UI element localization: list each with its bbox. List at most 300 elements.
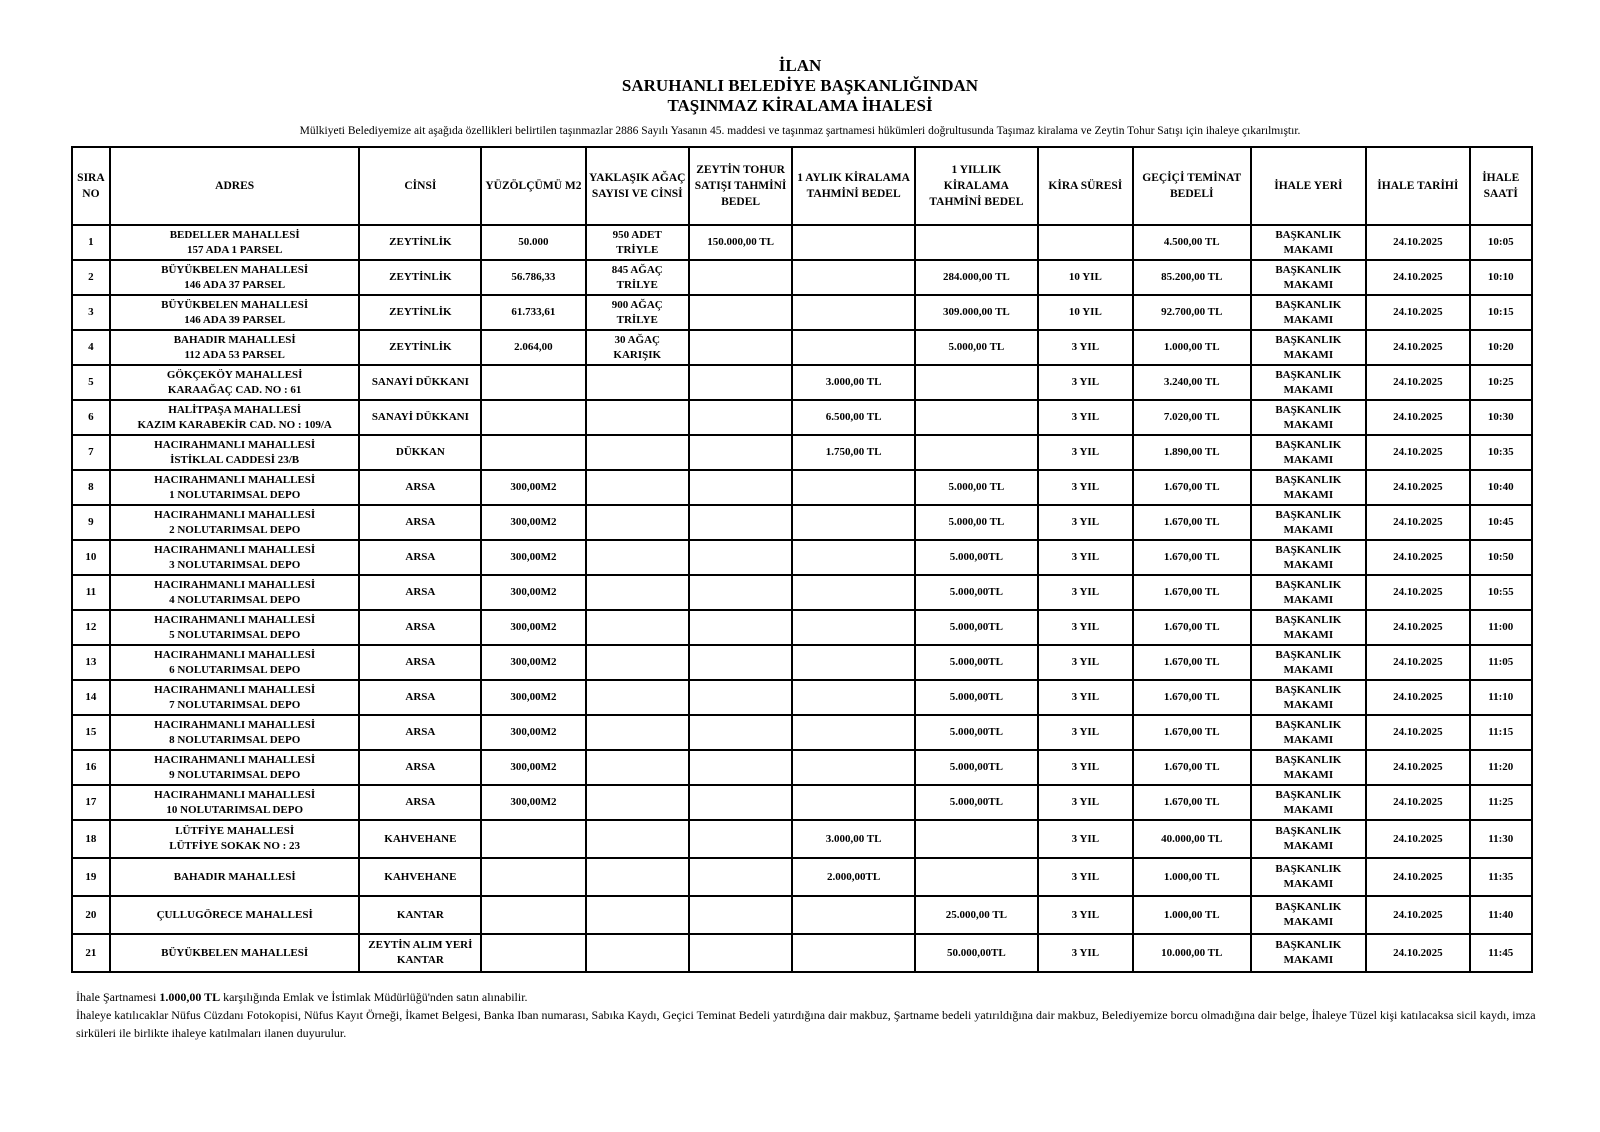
- table-row: [72, 225, 1532, 260]
- cell-tohur: [689, 680, 792, 715]
- cell-sure: 3 YIL: [1038, 820, 1133, 858]
- cell-no: 20: [72, 896, 110, 934]
- cell-teminat: 4.500,00 TL: [1133, 225, 1251, 260]
- cell-cinsi: ARSA: [359, 470, 481, 505]
- cell-aylik: [792, 540, 915, 575]
- cell-no: 16: [72, 750, 110, 785]
- cell-saat: 11:40: [1470, 896, 1533, 934]
- cell-sure: 3 YIL: [1038, 400, 1133, 435]
- cell-tarih: 24.10.2025: [1366, 896, 1469, 934]
- cell-agac: [586, 896, 689, 934]
- cell-tarih: 24.10.2025: [1366, 575, 1469, 610]
- cell-cinsi: ZEYTİNLİK: [359, 295, 481, 330]
- cell-adres: BAHADIR MAHALLESİ: [110, 858, 360, 896]
- cell-yillik: 25.000,00 TL: [915, 896, 1038, 934]
- cell-aylik: [792, 330, 915, 365]
- cell-no: 12: [72, 610, 110, 645]
- cell-ihale-yeri: BAŞKANLIK MAKAMI: [1251, 365, 1367, 400]
- cell-teminat: 1.670,00 TL: [1133, 715, 1251, 750]
- cell-agac: [586, 540, 689, 575]
- cell-teminat: 3.240,00 TL: [1133, 365, 1251, 400]
- cell-adres: HALİTPAŞA MAHALLESİ KAZIM KARABEKİR CAD. NO : 109/A: [110, 400, 360, 435]
- cell-saat: 10:55: [1470, 575, 1533, 610]
- cell-ihale-yeri: BAŞKANLIK MAKAMI: [1251, 295, 1367, 330]
- cell-no: 14: [72, 680, 110, 715]
- cell-tarih: 24.10.2025: [1366, 680, 1469, 715]
- table-header-row: [72, 147, 1532, 225]
- cell-yillik: 5.000,00 TL: [915, 330, 1038, 365]
- cell-yuzolcum: [481, 400, 585, 435]
- cell-yillik: 5.000,00TL: [915, 750, 1038, 785]
- cell-teminat: 1.670,00 TL: [1133, 470, 1251, 505]
- table-row: [72, 575, 1532, 610]
- table-row: [72, 505, 1532, 540]
- cell-yillik: 5.000,00TL: [915, 680, 1038, 715]
- cell-no: 11: [72, 575, 110, 610]
- cell-saat: 10:25: [1470, 365, 1533, 400]
- cell-tarih: 24.10.2025: [1366, 820, 1469, 858]
- cell-tarih: 24.10.2025: [1366, 295, 1469, 330]
- cell-yuzolcum: 56.786,33: [481, 260, 585, 295]
- cell-yillik: 309.000,00 TL: [915, 295, 1038, 330]
- col-cinsi: CİNSİ: [359, 147, 481, 225]
- intro-text: Mülkiyeti Belediyemize ait aşağıda özellikleri belirtilen taşınmazlar 2886 Sayılı Yasanın 45. maddesi ve taşınmaz şartnamesi hükümleri doğrultusunda Taşımaz kiralama ve Zeytin Tohur Satışı için ihaleye çıkarılmıştır.: [299, 125, 1301, 137]
- cell-cinsi: ARSA: [359, 575, 481, 610]
- cell-saat: 10:50: [1470, 540, 1533, 575]
- cell-adres: HACIRAHMANLI MAHALLESİ 6 NOLUTARIMSAL DEPO: [110, 645, 360, 680]
- cell-yillik: [915, 365, 1038, 400]
- document-title: [0, 56, 1600, 116]
- cell-cinsi: SANAYİ DÜKKANI: [359, 400, 481, 435]
- cell-sure: 3 YIL: [1038, 645, 1133, 680]
- cell-tohur: [689, 715, 792, 750]
- table-row: [72, 330, 1532, 365]
- cell-no: 7: [72, 435, 110, 470]
- cell-agac: [586, 505, 689, 540]
- cell-tarih: 24.10.2025: [1366, 610, 1469, 645]
- cell-cinsi: DÜKKAN: [359, 435, 481, 470]
- cell-yuzolcum: 300,00M2: [481, 540, 585, 575]
- cell-tohur: [689, 858, 792, 896]
- cell-tohur: [689, 575, 792, 610]
- cell-tarih: 24.10.2025: [1366, 505, 1469, 540]
- cell-cinsi: ZEYTİN ALIM YERİ KANTAR: [359, 934, 481, 972]
- cell-sure: 3 YIL: [1038, 858, 1133, 896]
- cell-yuzolcum: 2.064,00: [481, 330, 585, 365]
- cell-saat: 10:35: [1470, 435, 1533, 470]
- cell-no: 10: [72, 540, 110, 575]
- table-row: [72, 820, 1532, 858]
- cell-teminat: 1.670,00 TL: [1133, 785, 1251, 820]
- cell-sure: 10 YIL: [1038, 295, 1133, 330]
- cell-tarih: 24.10.2025: [1366, 645, 1469, 680]
- cell-tohur: 150.000,00 TL: [689, 225, 792, 260]
- cell-ihale-yeri: BAŞKANLIK MAKAMI: [1251, 785, 1367, 820]
- cell-saat: 11:05: [1470, 645, 1533, 680]
- cell-tarih: 24.10.2025: [1366, 365, 1469, 400]
- cell-tohur: [689, 470, 792, 505]
- footer-requirements: İhaleye katılıcaklar Nüfus Cüzdanı Fotokopisi, Nüfus Kayıt Örneği, İkamet Belgesi, Banka Iban numarası, Sabıka Kaydı, Geçici Teminat Bedeli yatırdığına dair makbuz, Şartname bedeli yatırıldığına dair makbuz, Belediyemize borcu olmadığına dair belge, İhaleye Tüzel kişi katılacaksa sicil kaydı, imza sirküleri ile birlikte ihaleye katılmaları ilanen duyurulur.: [76, 1008, 1536, 1040]
- table-row: [72, 715, 1532, 750]
- cell-tohur: [689, 610, 792, 645]
- cell-tohur: [689, 435, 792, 470]
- cell-sure: 3 YIL: [1038, 330, 1133, 365]
- cell-sure: 3 YIL: [1038, 540, 1133, 575]
- cell-sure: 3 YIL: [1038, 575, 1133, 610]
- cell-agac: [586, 435, 689, 470]
- cell-sure: 10 YIL: [1038, 260, 1133, 295]
- cell-no: 21: [72, 934, 110, 972]
- cell-agac: [586, 858, 689, 896]
- cell-agac: [586, 750, 689, 785]
- cell-yillik: 5.000,00TL: [915, 715, 1038, 750]
- cell-teminat: 1.670,00 TL: [1133, 750, 1251, 785]
- cell-adres: BÜYÜKBELEN MAHALLESİ 146 ADA 37 PARSEL: [110, 260, 360, 295]
- cell-yuzolcum: [481, 365, 585, 400]
- cell-ihale-yeri: BAŞKANLIK MAKAMI: [1251, 505, 1367, 540]
- cell-tarih: 24.10.2025: [1366, 715, 1469, 750]
- cell-teminat: 1.000,00 TL: [1133, 896, 1251, 934]
- cell-ihale-yeri: BAŞKANLIK MAKAMI: [1251, 575, 1367, 610]
- cell-adres: HACIRAHMANLI MAHALLESİ 10 NOLUTARIMSAL DEPO: [110, 785, 360, 820]
- cell-agac: [586, 785, 689, 820]
- cell-yillik: 5.000,00 TL: [915, 505, 1038, 540]
- cell-no: 2: [72, 260, 110, 295]
- cell-tarih: 24.10.2025: [1366, 934, 1469, 972]
- cell-yuzolcum: [481, 896, 585, 934]
- cell-tohur: [689, 750, 792, 785]
- cell-teminat: 92.700,00 TL: [1133, 295, 1251, 330]
- cell-sure: [1038, 225, 1133, 260]
- cell-adres: HACIRAHMANLI MAHALLESİ 1 NOLUTARIMSAL DEPO: [110, 470, 360, 505]
- table-row: [72, 470, 1532, 505]
- cell-no: 1: [72, 225, 110, 260]
- cell-sure: 3 YIL: [1038, 610, 1133, 645]
- cell-tarih: 24.10.2025: [1366, 470, 1469, 505]
- col-ihale-yeri: İHALE YERİ: [1251, 147, 1367, 225]
- cell-tohur: [689, 365, 792, 400]
- cell-yuzolcum: 300,00M2: [481, 470, 585, 505]
- col-aylik-bedel: 1 AYLIK KİRALAMA TAHMİNİ BEDEL: [792, 147, 915, 225]
- cell-yuzolcum: 300,00M2: [481, 680, 585, 715]
- cell-teminat: 1.670,00 TL: [1133, 645, 1251, 680]
- cell-aylik: [792, 225, 915, 260]
- cell-ihale-yeri: BAŞKANLIK MAKAMI: [1251, 680, 1367, 715]
- cell-sure: 3 YIL: [1038, 750, 1133, 785]
- cell-teminat: 1.670,00 TL: [1133, 610, 1251, 645]
- cell-cinsi: ARSA: [359, 645, 481, 680]
- cell-yuzolcum: 300,00M2: [481, 610, 585, 645]
- table-row: [72, 435, 1532, 470]
- cell-aylik: [792, 750, 915, 785]
- cell-sure: 3 YIL: [1038, 435, 1133, 470]
- cell-agac: [586, 365, 689, 400]
- cell-cinsi: ZEYTİNLİK: [359, 260, 481, 295]
- cell-cinsi: ZEYTİNLİK: [359, 225, 481, 260]
- cell-tohur: [689, 645, 792, 680]
- cell-sure: 3 YIL: [1038, 680, 1133, 715]
- cell-agac: [586, 715, 689, 750]
- cell-yuzolcum: [481, 934, 585, 972]
- cell-yuzolcum: 300,00M2: [481, 715, 585, 750]
- cell-adres: BEDELLER MAHALLESİ 157 ADA 1 PARSEL: [110, 225, 360, 260]
- cell-saat: 11:00: [1470, 610, 1533, 645]
- cell-aylik: [792, 575, 915, 610]
- cell-tarih: 24.10.2025: [1366, 400, 1469, 435]
- cell-agac: [586, 820, 689, 858]
- table-row: [72, 785, 1532, 820]
- cell-teminat: 40.000,00 TL: [1133, 820, 1251, 858]
- cell-teminat: 85.200,00 TL: [1133, 260, 1251, 295]
- cell-agac: [586, 645, 689, 680]
- cell-no: 18: [72, 820, 110, 858]
- cell-ihale-yeri: BAŞKANLIK MAKAMI: [1251, 820, 1367, 858]
- cell-no: 3: [72, 295, 110, 330]
- cell-saat: 10:30: [1470, 400, 1533, 435]
- footer-notes: [76, 988, 1536, 1042]
- cell-aylik: [792, 715, 915, 750]
- cell-tohur: [689, 260, 792, 295]
- cell-ihale-yeri: BAŞKANLIK MAKAMI: [1251, 896, 1367, 934]
- cell-sure: 3 YIL: [1038, 896, 1133, 934]
- cell-ihale-yeri: BAŞKANLIK MAKAMI: [1251, 610, 1367, 645]
- cell-adres: HACIRAHMANLI MAHALLESİ 2 NOLUTARIMSAL DEPO: [110, 505, 360, 540]
- cell-sure: 3 YIL: [1038, 470, 1133, 505]
- cell-ihale-yeri: BAŞKANLIK MAKAMI: [1251, 260, 1367, 295]
- cell-yillik: [915, 435, 1038, 470]
- cell-aylik: [792, 896, 915, 934]
- table-row: [72, 260, 1532, 295]
- cell-agac: [586, 400, 689, 435]
- cell-aylik: 3.000,00 TL: [792, 820, 915, 858]
- cell-sure: 3 YIL: [1038, 785, 1133, 820]
- table-row: [72, 295, 1532, 330]
- cell-teminat: 7.020,00 TL: [1133, 400, 1251, 435]
- cell-aylik: 1.750,00 TL: [792, 435, 915, 470]
- cell-cinsi: KANTAR: [359, 896, 481, 934]
- cell-teminat: 1.670,00 TL: [1133, 540, 1251, 575]
- cell-tarih: 24.10.2025: [1366, 785, 1469, 820]
- cell-agac: [586, 470, 689, 505]
- cell-tarih: 24.10.2025: [1366, 435, 1469, 470]
- cell-no: 8: [72, 470, 110, 505]
- table-row: [72, 645, 1532, 680]
- col-yillik-bedel: 1 YILLIK KİRALAMA TAHMİNİ BEDEL: [915, 147, 1038, 225]
- title-ilan: İLAN: [778, 56, 822, 75]
- cell-cinsi: ARSA: [359, 750, 481, 785]
- cell-cinsi: ARSA: [359, 680, 481, 715]
- cell-yillik: 5.000,00 TL: [915, 470, 1038, 505]
- cell-teminat: 10.000,00 TL: [1133, 934, 1251, 972]
- cell-aylik: [792, 610, 915, 645]
- footer-sartname-note: [76, 988, 1536, 1006]
- table-row: [72, 934, 1532, 972]
- cell-yuzolcum: [481, 858, 585, 896]
- cell-yuzolcum: 300,00M2: [481, 785, 585, 820]
- cell-saat: 11:30: [1470, 820, 1533, 858]
- cell-teminat: 1.000,00 TL: [1133, 330, 1251, 365]
- cell-no: 17: [72, 785, 110, 820]
- cell-tohur: [689, 330, 792, 365]
- cell-tohur: [689, 934, 792, 972]
- cell-agac: 30 AĞAÇ KARIŞIK: [586, 330, 689, 365]
- cell-agac: 900 AĞAÇ TRİLYE: [586, 295, 689, 330]
- cell-tohur: [689, 505, 792, 540]
- cell-aylik: [792, 645, 915, 680]
- cell-yillik: 5.000,00TL: [915, 785, 1038, 820]
- cell-tohur: [689, 785, 792, 820]
- cell-no: 5: [72, 365, 110, 400]
- cell-cinsi: ARSA: [359, 505, 481, 540]
- cell-adres: ÇULLUGÖRECE MAHALLESİ: [110, 896, 360, 934]
- cell-ihale-yeri: BAŞKANLIK MAKAMI: [1251, 645, 1367, 680]
- cell-sure: 3 YIL: [1038, 365, 1133, 400]
- cell-ihale-yeri: BAŞKANLIK MAKAMI: [1251, 330, 1367, 365]
- cell-cinsi: ARSA: [359, 540, 481, 575]
- tender-table: [71, 146, 1533, 973]
- cell-saat: 11:35: [1470, 858, 1533, 896]
- cell-tarih: 24.10.2025: [1366, 260, 1469, 295]
- cell-sure: 3 YIL: [1038, 505, 1133, 540]
- cell-agac: [586, 680, 689, 715]
- cell-tarih: 24.10.2025: [1366, 540, 1469, 575]
- cell-ihale-yeri: BAŞKANLIK MAKAMI: [1251, 400, 1367, 435]
- table-row: [72, 858, 1532, 896]
- cell-ihale-yeri: BAŞKANLIK MAKAMI: [1251, 750, 1367, 785]
- cell-saat: 11:45: [1470, 934, 1533, 972]
- cell-teminat: 1.000,00 TL: [1133, 858, 1251, 896]
- cell-tarih: 24.10.2025: [1366, 858, 1469, 896]
- cell-no: 9: [72, 505, 110, 540]
- col-teminat: GEÇİÇİ TEMİNAT BEDELİ: [1133, 147, 1251, 225]
- col-sira-no: SIRA NO: [72, 147, 110, 225]
- cell-no: 19: [72, 858, 110, 896]
- cell-saat: 10:10: [1470, 260, 1533, 295]
- cell-teminat: 1.670,00 TL: [1133, 680, 1251, 715]
- cell-yillik: [915, 400, 1038, 435]
- cell-ihale-yeri: BAŞKANLIK MAKAMI: [1251, 225, 1367, 260]
- cell-yillik: 5.000,00TL: [915, 610, 1038, 645]
- cell-tarih: 24.10.2025: [1366, 750, 1469, 785]
- cell-agac: [586, 934, 689, 972]
- cell-saat: 11:10: [1470, 680, 1533, 715]
- table-row: [72, 400, 1532, 435]
- cell-adres: HACIRAHMANLI MAHALLESİ 3 NOLUTARIMSAL DEPO: [110, 540, 360, 575]
- cell-aylik: [792, 295, 915, 330]
- cell-tohur: [689, 540, 792, 575]
- table-row: [72, 365, 1532, 400]
- cell-yuzolcum: 50.000: [481, 225, 585, 260]
- cell-yuzolcum: 300,00M2: [481, 575, 585, 610]
- cell-saat: 10:40: [1470, 470, 1533, 505]
- cell-aylik: [792, 680, 915, 715]
- cell-cinsi: ZEYTİNLİK: [359, 330, 481, 365]
- cell-adres: HACIRAHMANLI MAHALLESİ 9 NOLUTARIMSAL DEPO: [110, 750, 360, 785]
- cell-no: 6: [72, 400, 110, 435]
- col-ihale-saati: İHALE SAATİ: [1470, 147, 1533, 225]
- col-ihale-tarihi: İHALE TARİHİ: [1366, 147, 1469, 225]
- cell-teminat: 1.670,00 TL: [1133, 505, 1251, 540]
- cell-yillik: 5.000,00TL: [915, 540, 1038, 575]
- cell-sure: 3 YIL: [1038, 934, 1133, 972]
- cell-ihale-yeri: BAŞKANLIK MAKAMI: [1251, 470, 1367, 505]
- cell-saat: 10:05: [1470, 225, 1533, 260]
- footer-text: karşılığında Emlak ve İstimlak Müdürlüğü'nden satın alınabilir.: [220, 990, 528, 1004]
- cell-adres: HACIRAHMANLI MAHALLESİ 4 NOLUTARIMSAL DEPO: [110, 575, 360, 610]
- title-subject: TAŞINMAZ KİRALAMA İHALESİ: [667, 96, 933, 115]
- cell-cinsi: ARSA: [359, 715, 481, 750]
- cell-agac: 845 AĞAÇ TRİLYE: [586, 260, 689, 295]
- cell-yillik: [915, 820, 1038, 858]
- col-yuzolcumu: YÜZÖLÇÜMÜ M2: [481, 147, 585, 225]
- table-row: [72, 750, 1532, 785]
- cell-aylik: 2.000,00TL: [792, 858, 915, 896]
- cell-tohur: [689, 820, 792, 858]
- cell-aylik: 6.500,00 TL: [792, 400, 915, 435]
- cell-no: 13: [72, 645, 110, 680]
- cell-tohur: [689, 295, 792, 330]
- cell-saat: 11:25: [1470, 785, 1533, 820]
- cell-cinsi: KAHVEHANE: [359, 858, 481, 896]
- cell-yillik: [915, 858, 1038, 896]
- cell-saat: 11:20: [1470, 750, 1533, 785]
- col-adres: ADRES: [110, 147, 360, 225]
- cell-tohur: [689, 400, 792, 435]
- cell-adres: GÖKÇEKÖY MAHALLESİ KARAAĞAÇ CAD. NO : 61: [110, 365, 360, 400]
- cell-cinsi: ARSA: [359, 610, 481, 645]
- cell-tohur: [689, 896, 792, 934]
- cell-yuzolcum: [481, 820, 585, 858]
- cell-teminat: 1.890,00 TL: [1133, 435, 1251, 470]
- cell-yuzolcum: [481, 435, 585, 470]
- cell-aylik: 3.000,00 TL: [792, 365, 915, 400]
- cell-tarih: 24.10.2025: [1366, 330, 1469, 365]
- cell-yillik: 50.000,00TL: [915, 934, 1038, 972]
- cell-adres: HACIRAHMANLI MAHALLESİ 5 NOLUTARIMSAL DEPO: [110, 610, 360, 645]
- cell-saat: 10:45: [1470, 505, 1533, 540]
- cell-ihale-yeri: BAŞKANLIK MAKAMI: [1251, 540, 1367, 575]
- cell-sure: 3 YIL: [1038, 715, 1133, 750]
- cell-aylik: [792, 470, 915, 505]
- cell-saat: 11:15: [1470, 715, 1533, 750]
- table-row: [72, 680, 1532, 715]
- cell-adres: HACIRAHMANLI MAHALLESİ 8 NOLUTARIMSAL DEPO: [110, 715, 360, 750]
- cell-adres: HACIRAHMANLI MAHALLESİ 7 NOLUTARIMSAL DEPO: [110, 680, 360, 715]
- cell-ihale-yeri: BAŞKANLIK MAKAMI: [1251, 715, 1367, 750]
- cell-ihale-yeri: BAŞKANLIK MAKAMI: [1251, 858, 1367, 896]
- cell-yuzolcum: 300,00M2: [481, 505, 585, 540]
- cell-yillik: 284.000,00 TL: [915, 260, 1038, 295]
- table-row: [72, 610, 1532, 645]
- col-kira-suresi: KİRA SÜRESİ: [1038, 147, 1133, 225]
- cell-adres: BÜYÜKBELEN MAHALLESİ 146 ADA 39 PARSEL: [110, 295, 360, 330]
- cell-adres: BAHADIR MAHALLESİ 112 ADA 53 PARSEL: [110, 330, 360, 365]
- cell-ihale-yeri: BAŞKANLIK MAKAMI: [1251, 435, 1367, 470]
- cell-agac: [586, 610, 689, 645]
- table-row: [72, 540, 1532, 575]
- cell-yillik: [915, 225, 1038, 260]
- cell-yuzolcum: 300,00M2: [481, 645, 585, 680]
- cell-adres: BÜYÜKBELEN MAHALLESİ: [110, 934, 360, 972]
- table-row: [72, 896, 1532, 934]
- cell-teminat: 1.670,00 TL: [1133, 575, 1251, 610]
- cell-aylik: [792, 934, 915, 972]
- footer-text: İhale Şartnamesi: [76, 990, 160, 1004]
- cell-cinsi: KAHVEHANE: [359, 820, 481, 858]
- cell-yuzolcum: 300,00M2: [481, 750, 585, 785]
- cell-saat: 10:15: [1470, 295, 1533, 330]
- cell-saat: 10:20: [1470, 330, 1533, 365]
